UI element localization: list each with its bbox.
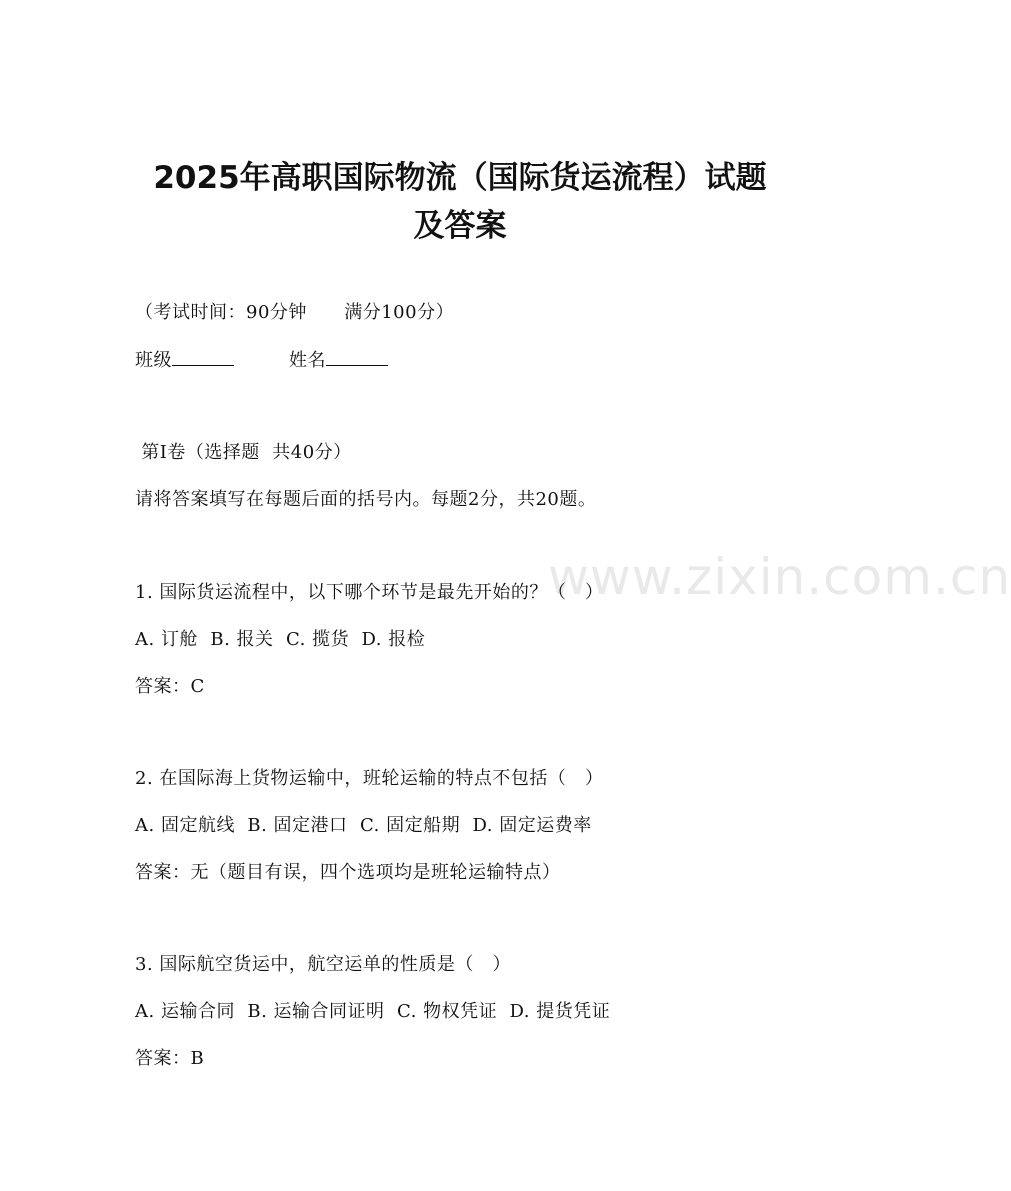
exam-info: （考试时间：90分钟 满分100分） <box>135 302 455 323</box>
question-1-options: A. 订舱 B. 报关 C. 揽货 D. 报检 <box>135 629 426 650</box>
section-heading: 第I卷（选择题 共40分） <box>135 442 352 463</box>
class-label: 班级 <box>135 350 172 371</box>
instructions: 请将答案填写在每题后面的括号内。每题2分，共20题。 <box>135 489 597 510</box>
class-blank <box>172 349 234 366</box>
question-2-options: A. 固定航线 B. 固定港口 C. 固定船期 D. 固定运费率 <box>135 815 592 836</box>
question-3-stem: 3. 国际航空货运中，航空运单的性质是（ ） <box>135 954 512 975</box>
name-blank <box>326 349 388 366</box>
question-3-options: A. 运输合同 B. 运输合同证明 C. 物权凭证 D. 提货凭证 <box>135 1001 611 1022</box>
student-info-row <box>135 349 388 373</box>
question-2-stem: 2. 在国际海上货物运输中，班轮运输的特点不包括（ ） <box>135 768 604 789</box>
question-1-stem: 1. 国际货运流程中，以下哪个环节是最先开始的？（ ） <box>135 582 604 603</box>
question-3-answer: 答案：B <box>135 1048 205 1069</box>
question-1-answer: 答案：C <box>135 676 205 697</box>
question-2-answer: 答案：无（题目有误，四个选项均是班轮运输特点） <box>135 862 561 883</box>
name-label: 姓名 <box>289 350 326 371</box>
document-title-line-1: 2025年高职国际物流（国际货运流程）试题 <box>153 160 767 196</box>
watermark: www.zixin.com.cn <box>548 548 1011 606</box>
document-title-line-2: 及答案 <box>413 208 507 244</box>
